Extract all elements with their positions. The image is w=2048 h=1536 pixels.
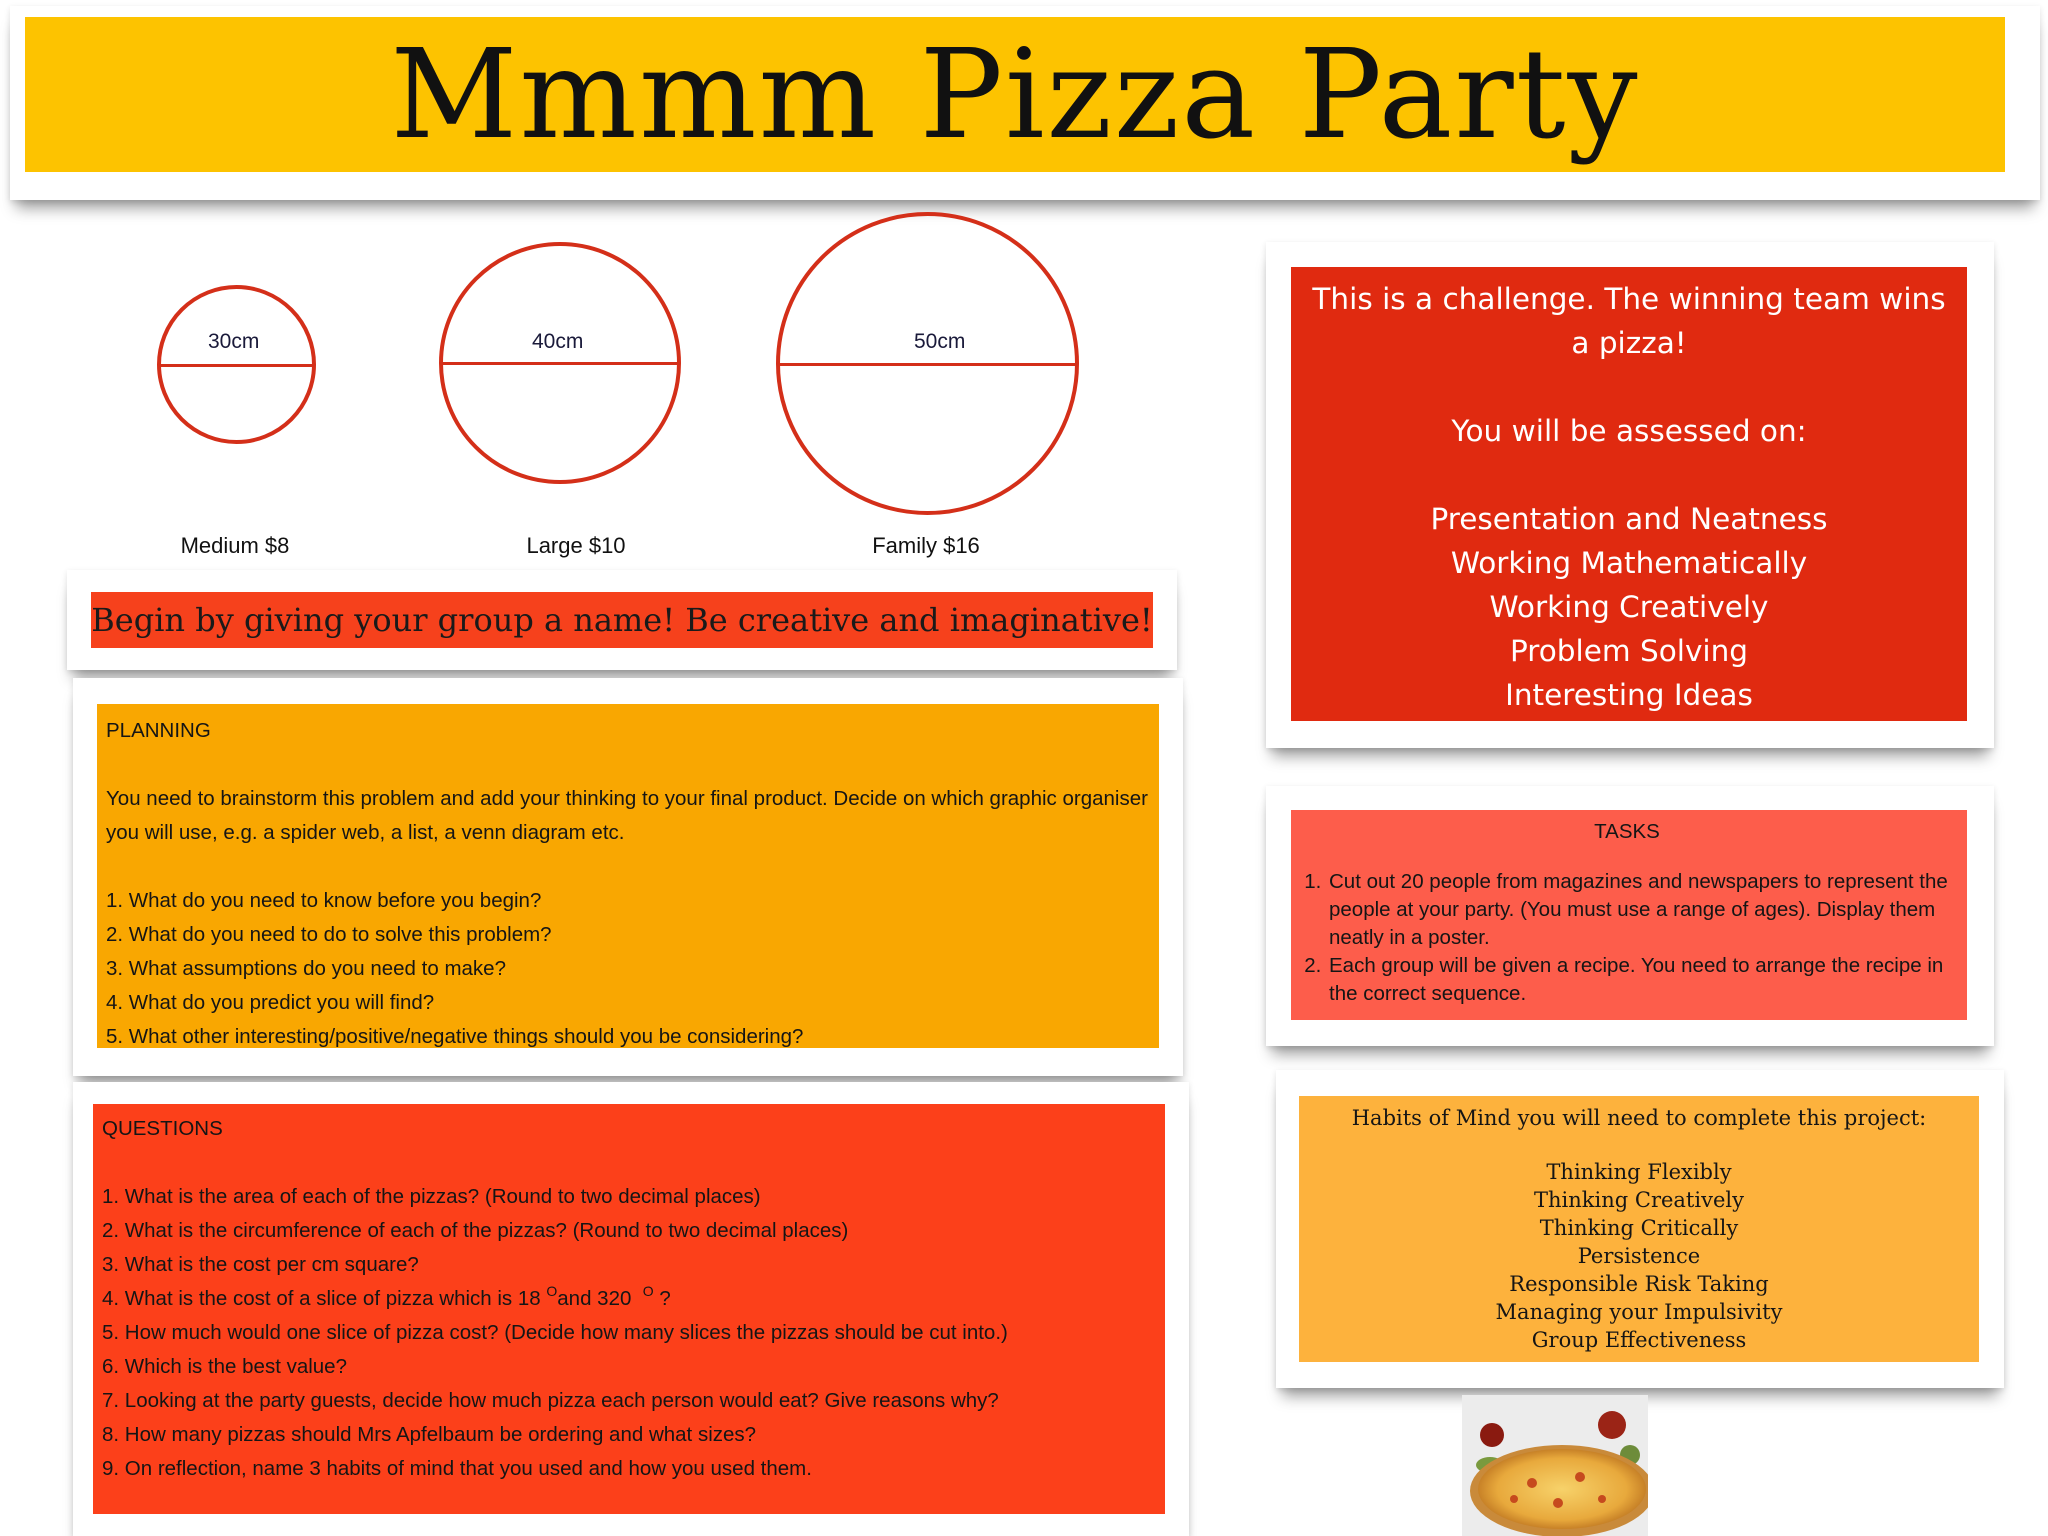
list-item: 7. Looking at the party guests, decide how much pizza each person would eat? Give reasons why? bbox=[102, 1389, 999, 1412]
question-4-text-b: and 320 bbox=[557, 1287, 632, 1310]
assessment-criterion: Problem Solving bbox=[1509, 634, 1749, 668]
assessment-criterion: Working Mathematically bbox=[1450, 546, 1808, 580]
challenge-statement: This is a challenge. The winning team wins a pizza! bbox=[1312, 282, 1946, 360]
pizza-medium-diameter bbox=[161, 364, 312, 367]
list-item: Thinking Critically bbox=[1539, 1216, 1739, 1240]
list-item: 3. What assumptions do you need to make? bbox=[106, 957, 506, 980]
habits-list bbox=[1309, 1158, 1969, 1354]
pizza-medium-price: Medium $8 bbox=[180, 533, 290, 558]
tasks-heading: TASKS bbox=[1594, 820, 1660, 843]
degree-symbol: O bbox=[546, 1283, 558, 1299]
list-item: 6. Which is the best value? bbox=[102, 1355, 347, 1378]
list-item: Responsible Risk Taking bbox=[1509, 1272, 1769, 1296]
planning-intro: You need to brainstorm this problem and add your thinking to your final product. Decide on which graphic organiser you will use, e.g. a spider web, a list, a venn diagram etc. bbox=[106, 787, 1148, 844]
list-item: 3. What is the cost per cm square? bbox=[102, 1253, 419, 1276]
list-item: 2. Each group will be given a recipe. You need to arrange the recipe in the correct sequence. bbox=[1327, 952, 1955, 1008]
list-item: 2. What is the circumference of each of the pizzas? (Round to two decimal places) bbox=[102, 1219, 849, 1242]
pizza-photo bbox=[1462, 1395, 1648, 1536]
pizza-medium-size: 30cm bbox=[208, 330, 260, 353]
planning-list bbox=[106, 884, 1150, 1054]
assessment-criterion: Interesting Ideas bbox=[1505, 678, 1753, 712]
pizza-photo-icon bbox=[1462, 1395, 1648, 1536]
assessment-intro: You will be assessed on: bbox=[1451, 414, 1807, 448]
list-item: 2. What do you need to do to solve this problem? bbox=[106, 923, 552, 946]
pizza-family-price: Family $16 bbox=[872, 533, 980, 558]
assessment-criterion: Working Creatively bbox=[1489, 590, 1769, 624]
page-title: Mmmm Pizza Party bbox=[390, 22, 1640, 167]
pizza-large-circle bbox=[439, 242, 681, 484]
list-item: 1. What do you need to know before you begin? bbox=[106, 889, 542, 912]
list-item: Managing your Impulsivity bbox=[1495, 1300, 1783, 1324]
questions-box bbox=[93, 1104, 1165, 1514]
pizza-large-size: 40cm bbox=[532, 330, 584, 353]
list-item: Thinking Creatively bbox=[1534, 1188, 1744, 1212]
planning-box bbox=[97, 704, 1159, 1048]
pizza-family-diameter bbox=[780, 363, 1075, 366]
group-name-instruction: Begin by giving your group a name! Be creative and imaginative! bbox=[91, 601, 1153, 639]
list-item: 4. What do you predict you will find? bbox=[106, 991, 435, 1014]
list-item bbox=[102, 1282, 1156, 1316]
pizza-large-price: Large $10 bbox=[526, 533, 626, 558]
list-item: 1. What is the area of each of the pizzas? (Round to two decimal places) bbox=[102, 1185, 761, 1208]
list-item: 1. Cut out 20 people from magazines and newspapers to represent the people at your party. (You must use a range of ages). Display them neatly in a poster. bbox=[1327, 868, 1955, 952]
list-item: Thinking Flexibly bbox=[1546, 1160, 1732, 1184]
pizza-large-diameter bbox=[443, 362, 677, 365]
list-item: Group Effectiveness bbox=[1531, 1328, 1747, 1352]
pizza-family-size: 50cm bbox=[914, 330, 966, 353]
list-item: 9. On reflection, name 3 habits of mind that you used and how you used them. bbox=[102, 1457, 812, 1480]
list-item: 5. How much would one slice of pizza cost? (Decide how many slices the pizzas should be cut into.) bbox=[102, 1321, 1008, 1344]
challenge-box bbox=[1291, 267, 1967, 721]
question-4-text-c: ? bbox=[659, 1287, 671, 1310]
group-name-banner bbox=[91, 592, 1153, 648]
questions-heading: QUESTIONS bbox=[102, 1117, 223, 1140]
habits-box bbox=[1299, 1096, 1979, 1362]
list-item: 8. How many pizzas should Mrs Apfelbaum be ordering and what sizes? bbox=[102, 1423, 757, 1446]
assessment-criterion: Presentation and Neatness bbox=[1430, 502, 1828, 536]
tasks-box bbox=[1291, 810, 1967, 1020]
pizza-medium-circle bbox=[157, 285, 316, 444]
list-item: 5. What other interesting/positive/negative things should you be considering? bbox=[106, 1025, 804, 1048]
question-4-text: 4. What is the cost of a slice of pizza which is 18 bbox=[102, 1287, 541, 1310]
degree-symbol: O bbox=[642, 1283, 654, 1299]
habits-heading: Habits of Mind you will need to complete this project: bbox=[1351, 1106, 1927, 1130]
questions-list bbox=[102, 1180, 1156, 1486]
planning-heading: PLANNING bbox=[106, 719, 211, 742]
list-item: Persistence bbox=[1577, 1244, 1701, 1268]
pizza-family-circle bbox=[776, 212, 1079, 515]
title-banner bbox=[25, 17, 2005, 172]
tasks-list bbox=[1299, 868, 1955, 1008]
